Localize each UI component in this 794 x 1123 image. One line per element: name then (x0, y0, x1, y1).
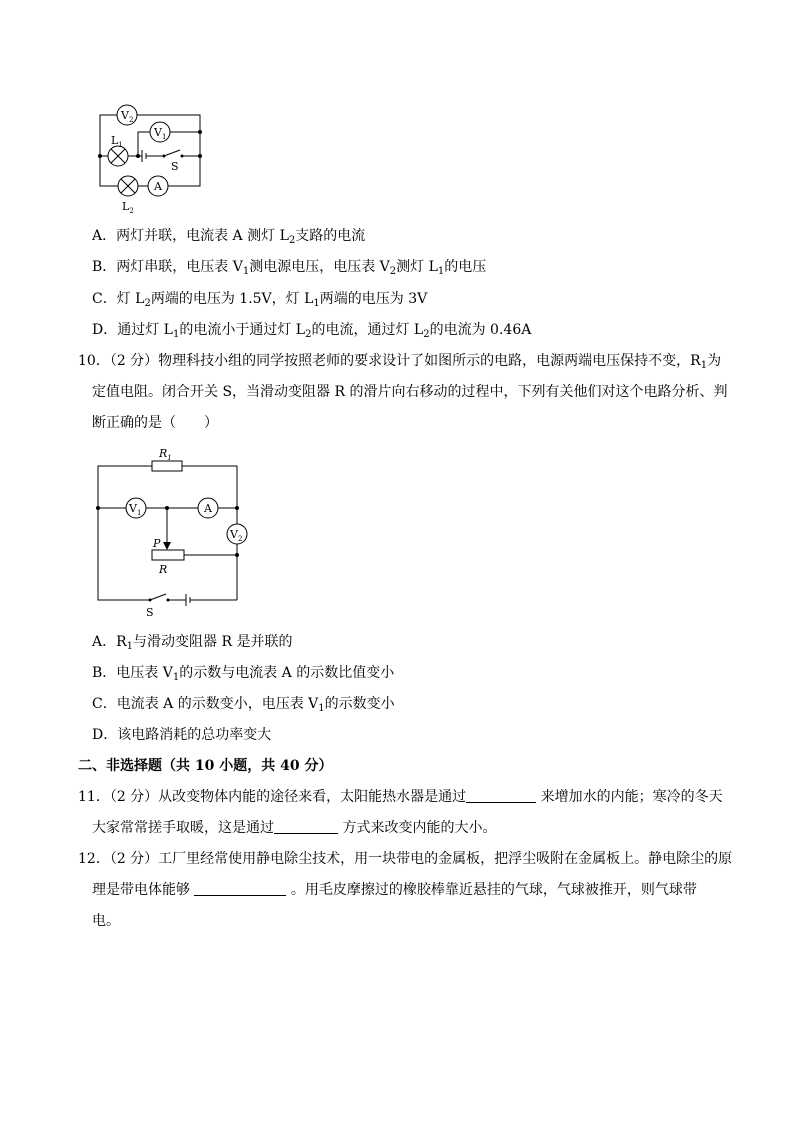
q10-option-b: B．电压表 $V_1$的示数与电流表 A 的示数比值变小 (92, 665, 395, 683)
q12-blank-1[interactable] (194, 881, 286, 896)
circuit-diagram-2 (92, 442, 252, 618)
q10-option-c: C．电流表 A 的示数变小，电压表 $V_1$的示数变小 (92, 696, 395, 714)
lamp-l1-label: $L_1$ (111, 134, 123, 149)
q11-blank-2[interactable] (274, 819, 338, 834)
q9-option-c: C．灯 $L_2$两端的电压为 1.5V，灯 $L_1$两端的电压为 3V (92, 291, 428, 309)
q12-line-3: 电。 (92, 913, 120, 929)
q12-line-1: 12．（2 分）工厂里经常使用静电除尘技术，用一块带电的金属板，把浮尘吸附在金属板上。静电除尘的原 (78, 851, 733, 867)
switch-label: S (171, 160, 179, 173)
q10-stem-line-3: 断正确的是（ ） (92, 415, 218, 431)
circuit-diagram-1 (90, 98, 220, 216)
q9-option-d: D．通过灯 $L_1$的电流小于通过灯 $L_2$的电流，通过灯 $L_2$的电流为 0.46A (92, 322, 532, 340)
q10-option-d: D．该电路消耗的总功率变大 (92, 727, 272, 743)
q11-line-2: 大家常常搓手取暖，这是通过 方式来改变内能的大小。 (92, 820, 497, 836)
q10-option-a: A．$R_1$与滑动变阻器 R 是并联的 (92, 634, 293, 652)
q10-stem-line-2: 定值电阻。闭合开关 S，当滑动变阻器 R 的滑片向右移动的过程中，下列有关他们对这个电路分析、判 (92, 384, 728, 400)
v2-meter-label: $V_2$ (121, 109, 134, 124)
ammeter-label: A (204, 502, 212, 515)
switch-label: S (146, 606, 154, 618)
v1-meter-label: $V_1$ (129, 502, 142, 517)
q11-blank-1[interactable] (466, 788, 536, 803)
slider-p-label: P (153, 537, 161, 550)
r1-label: $R_1$ (159, 447, 172, 462)
v2-meter-label: $V_2$ (230, 528, 243, 543)
v1-meter-label: $V_1$ (154, 126, 167, 141)
rheostat-r-label: R (159, 563, 168, 576)
section-2-heading: 二、非选择题（共 10 小题，共 40 分） (78, 758, 333, 774)
ammeter-label: A (154, 180, 162, 193)
q9-option-b: B．两灯串联，电压表 $V_1$测电源电压，电压表 $V_2$测灯 $L_1$的电压 (92, 259, 487, 277)
q12-line-2: 理是带电体能够 。用毛皮摩擦过的橡胶棒靠近悬挂的气球，气球被推开，则气球带 (92, 882, 697, 898)
q10-stem-line-1: 10．（2 分）物理科技小组的同学按照老师的要求设计了如图所示的电路，电源两端电压保持不变，$R_1$为 (78, 353, 722, 371)
q9-option-a: A．两灯并联，电流表 A 测灯 $L_2$支路的电流 (92, 228, 366, 246)
lamp-l2-label: $L_2$ (122, 200, 134, 215)
q11-line-1: 11．（2 分）从改变物体内能的途径来看，太阳能热水器是通过 来增加水的内能；寒冷的冬天 (78, 789, 723, 805)
